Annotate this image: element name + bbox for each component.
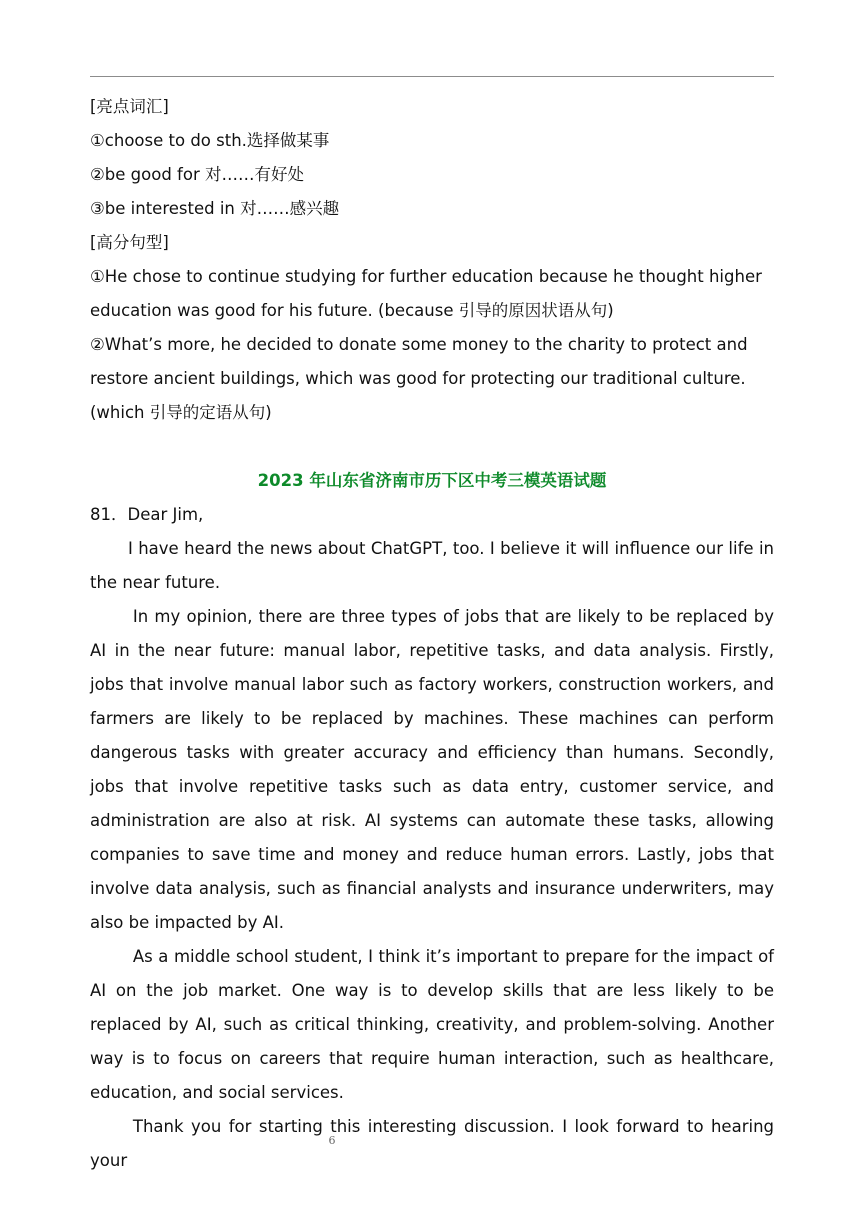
- sentence-line: ①He chose to continue studying for further education because he thought higher: [90, 267, 762, 286]
- sentence-line: ②What’s more, he decided to donate some money to the charity to protect and: [90, 335, 748, 354]
- sentence-line: (which 引导的定语从句): [90, 403, 272, 422]
- sentence-line: restore ancient buildings, which was good for protecting our traditional culture.: [90, 369, 746, 388]
- letter-greeting: 81．Dear Jim,: [90, 505, 204, 524]
- exam-heading: 2023 年山东省济南市历下区中考三模英语试题: [257, 471, 607, 490]
- header-rule: [90, 76, 774, 77]
- letter-paragraph: In my opinion, there are three types of jobs that are likely to be replaced by AI in the near future: manual labor, repetitive tasks, and data analysis. Firstly, jobs that involve manual labor such as factory workers, construction workers, and farmers are likely to be replaced by machines. These machines can perform dangerous tasks with greater accuracy and efficiency than humans. Secondly, jobs that involve repetitive tasks such as data entry, customer service, and administration are also at risk. AI systems can automate these tasks, allowing companies to save time and money and reduce human errors. Lastly, jobs that involve data analysis, such as financial analysts and insurance underwriters, may also be impacted by AI.: [90, 607, 774, 932]
- letter-paragraph: I have heard the news about ChatGPT, too. I believe it will influence our life in the near future.: [90, 539, 774, 592]
- letter-paragraph: Thank you for starting this interesting discussion. I look forward to hearing your: [90, 1117, 774, 1170]
- sentence-line: education was good for his future. (because 引导的原因状语从句): [90, 301, 614, 320]
- letter-paragraph: As a middle school student, I think it’s important to prepare for the impact of AI on the job market. One way is to develop skills that are less likely to be replaced by AI, such as critical thinking, creativity, and problem-solving. Another way is to focus on careers that require human interaction, such as healthcare, education, and social services.: [90, 947, 774, 1102]
- document-body: [90, 90, 774, 1178]
- vocab-item: ③be interested in 对……感兴趣: [90, 199, 340, 218]
- page-number: 6: [328, 1134, 336, 1147]
- spacer: [90, 430, 774, 464]
- vocab-title: [亮点词汇]: [90, 97, 169, 116]
- sentence-title: [高分句型]: [90, 233, 169, 252]
- vocab-item: ①choose to do sth.选择做某事: [90, 131, 330, 150]
- vocab-item: ②be good for 对……有好处: [90, 165, 304, 184]
